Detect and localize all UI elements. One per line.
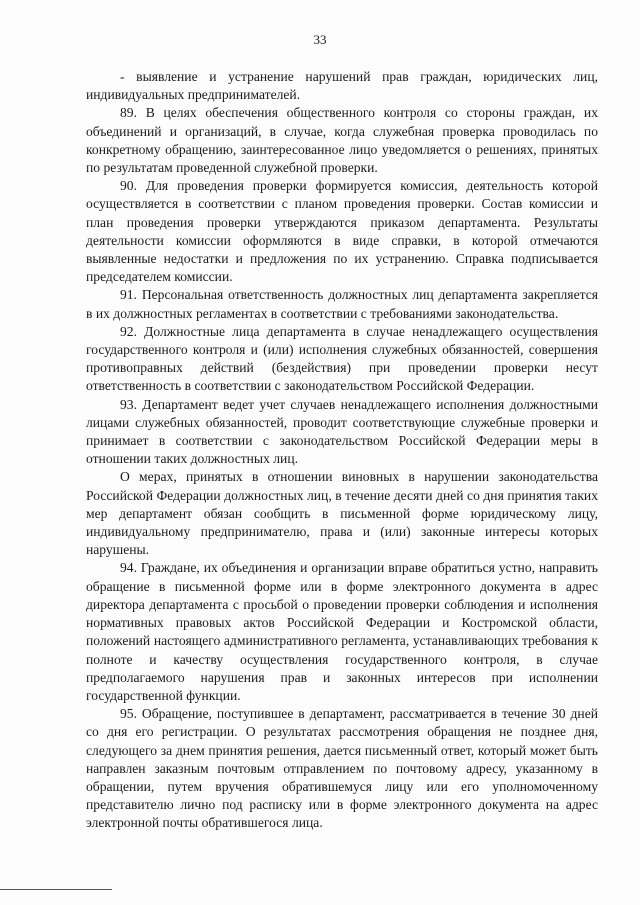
page-number: 33: [313, 32, 327, 47]
paragraph-90: 90. Для проведения проверки формируется комиссия, деятельность которой осуществляется в соответствии с планом проведения проверки. Состав комиссии и план проведения проверки утверждаются приказом департамента. Результаты деятельности комиссии оформляются в виде справки, в которой отмечаются выявленные недостатки и предложения по их устранению. Справка подписывается председателем комиссии.: [86, 178, 598, 285]
paragraph-93-continuation: О мерах, принятых в отношении виновных в нарушении законодательства Российской Федерации должностных лиц, в течение десяти дней со дня принятия таких мер департамент обязан сообщить в письменной форме юридическому лицу, индивидуальному предпринимателю, права и (или) законные интересы которых нарушены.: [86, 469, 598, 558]
paragraph-94: 94. Граждане, их объединения и организации вправе обратиться устно, направить обращение в письменной форме или в форме электронного документа в адрес директора департамента с просьбой о проведении проверки соблюдения и исполнения нормативных правовых актов Российской Федерации и Костромской области, положений настоящего административного регламента, устанавливающих требования к полноте и качеству осуществления государственного контроля, в случае предполагаемого нарушения прав и законных интересов при исполнении государственной функции.: [86, 560, 598, 703]
paragraph-91: 91. Персональная ответственность должностных лиц департамента закрепляется в их должностных регламентах в соответствии с требованиями законодательства.: [86, 287, 598, 321]
paragraph-93: 93. Департамент ведет учет случаев ненадлежащего исполнения должностными лицами служебных обязанностей, проводит соответствующие служебные проверки и принимает в соответствии с законодательством Российской Федерации меры в отношении таких должностных лиц.: [86, 396, 598, 467]
paragraph-92: 92. Должностные лица департамента в случае ненадлежащего осуществления государственного контроля и (или) исполнения служебных обязанностей, совершения противоправных действий (бездействия) при проведении проверки несут ответственность в соответствии с законодательством Российской Федерации.: [86, 323, 598, 394]
paragraph-95: 95. Обращение, поступившее в департамент, рассматривается в течение 30 дней со дня его регистрации. О результатах рассмотрения обращения не позднее дня, следующего за днем принятия решения, дается письменный ответ, который может быть направлен заказным почтовым отправлением по почтовому адресу, указанному в обращении, путем вручения обратившемуся лицу или его уполномоченному представителю лично под расписку или в форме электронного документа на адрес электронной почты обратившегося лица.: [86, 706, 598, 831]
document-body: [86, 68, 598, 833]
paragraph-list-item-end: - выявление и устранение нарушений прав граждан, юридических лиц, индивидуальных предпринимателей.: [86, 69, 598, 103]
footer-rule: [0, 889, 112, 890]
paragraph-89: 89. В целях обеспечения общественного контроля со стороны граждан, их объединений и организаций, в случае, когда служебная проверка проводилась по конкретному обращению, заинтересованное лицо уведомляется о решениях, принятых по результатам проведенной служебной проверки.: [86, 105, 598, 176]
